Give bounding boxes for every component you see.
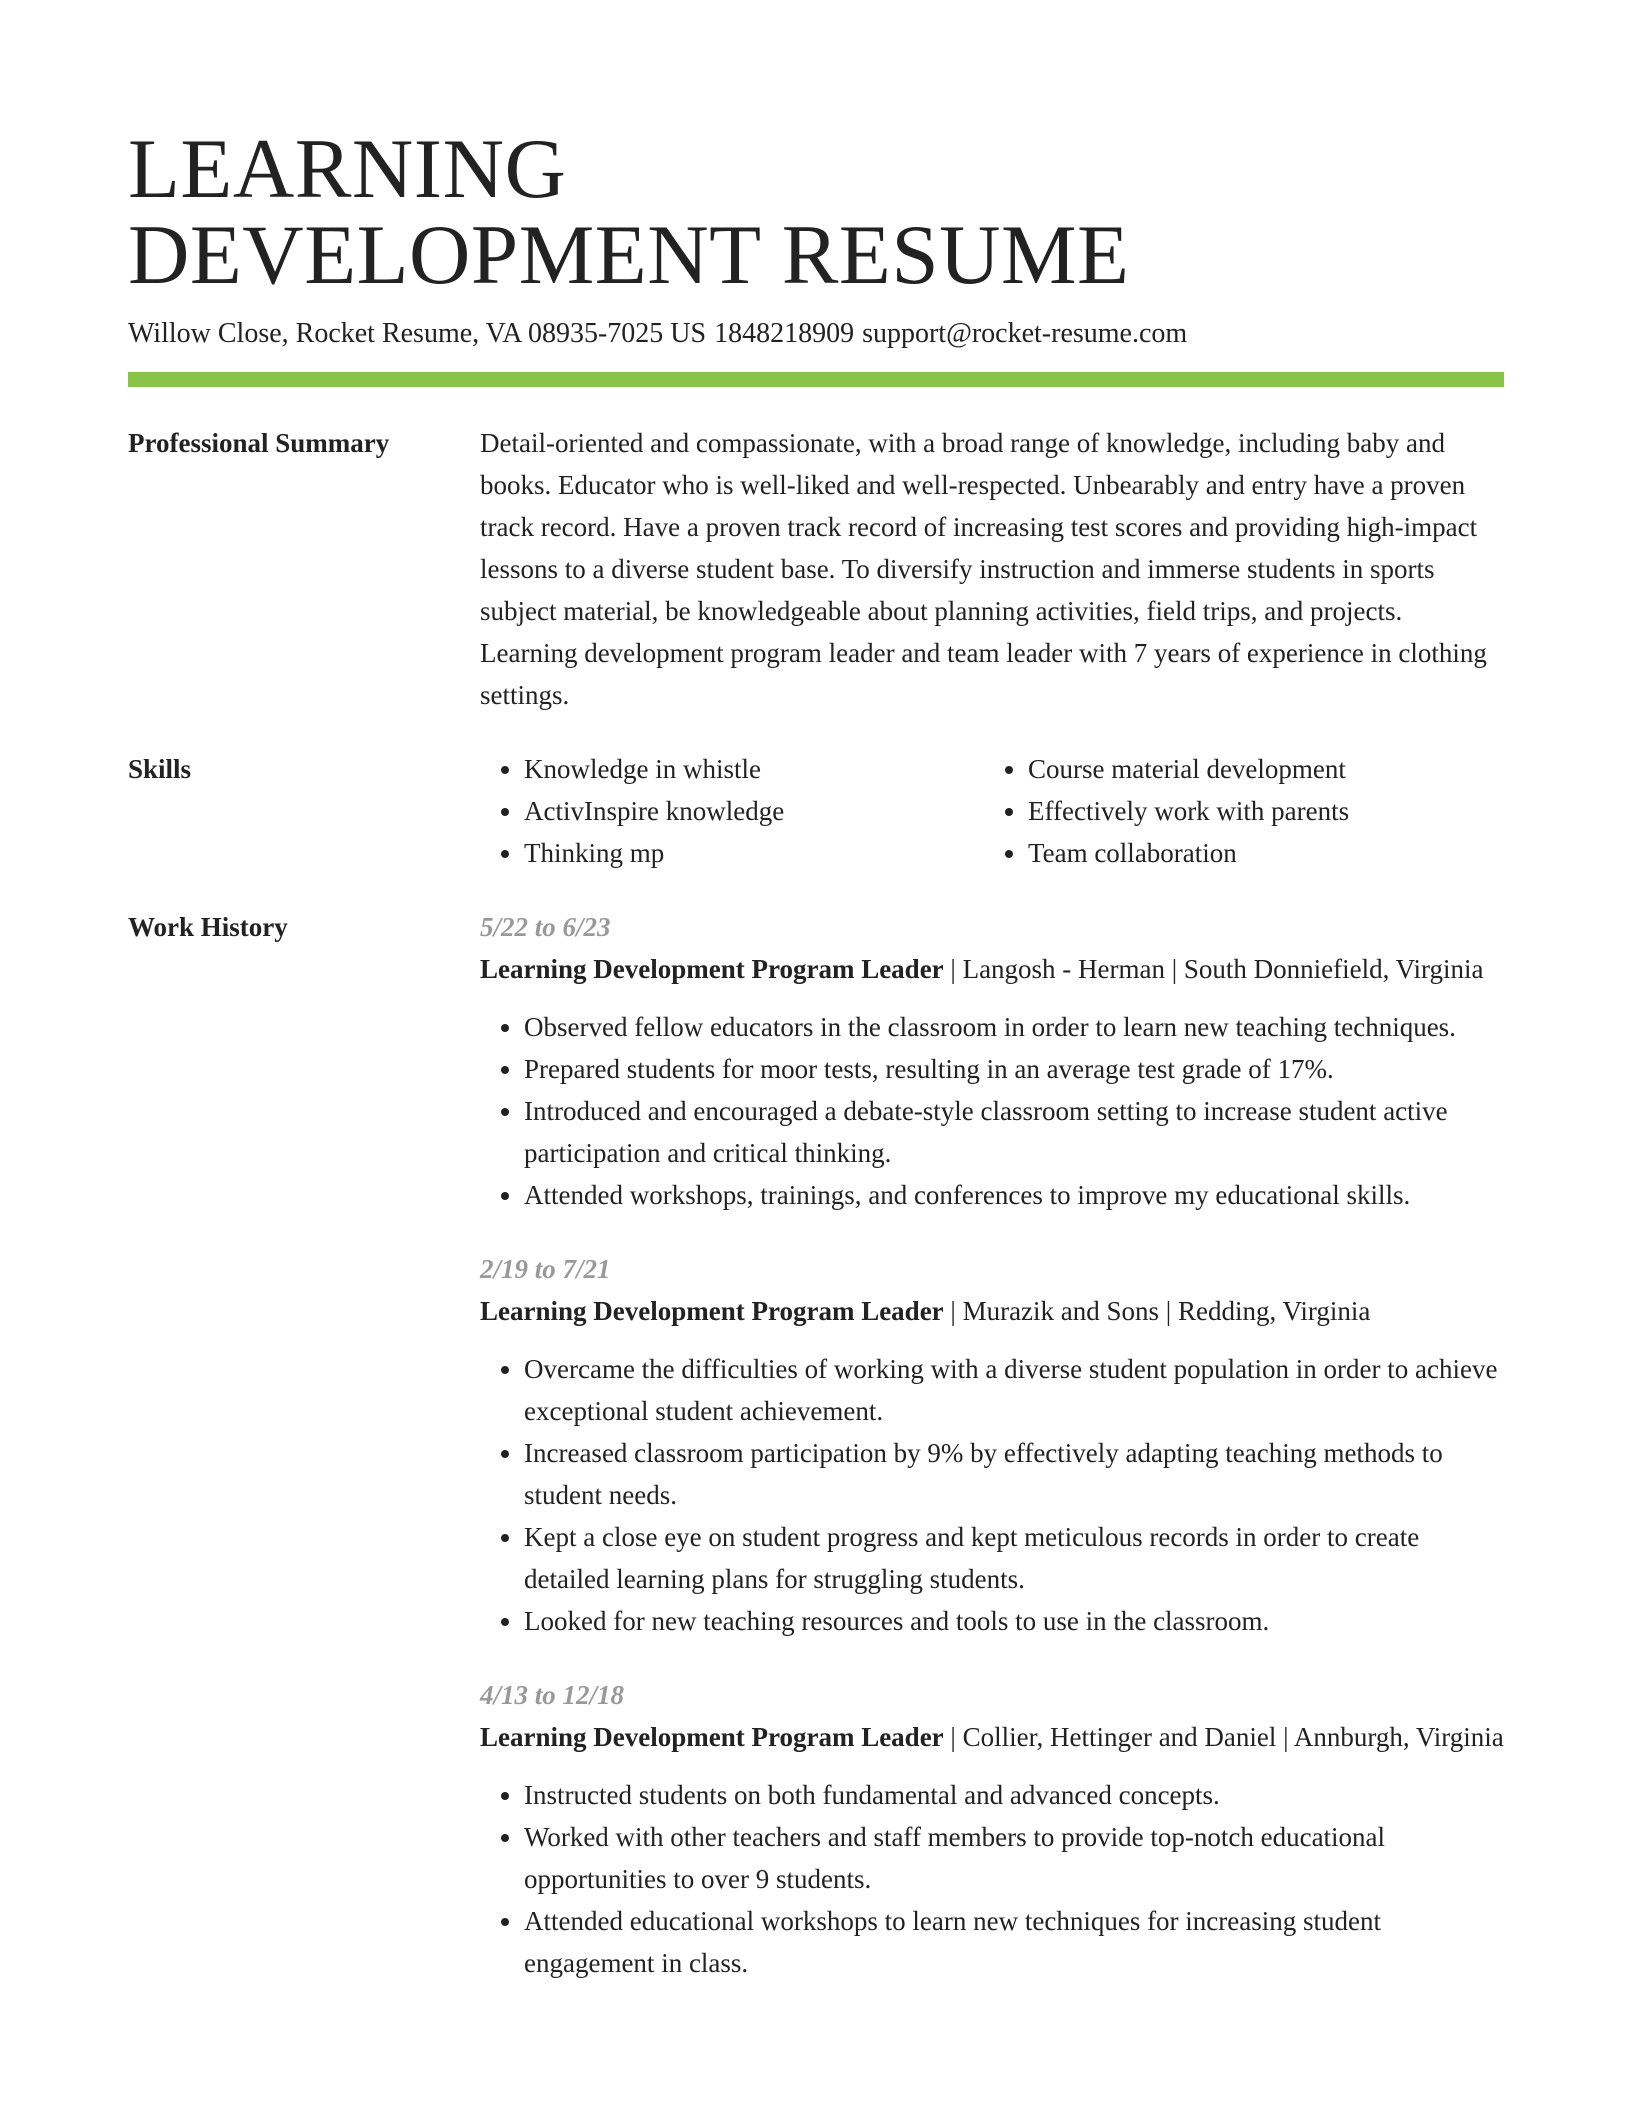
skill-item: • Effectively work with parents	[1028, 790, 1488, 832]
skill-item: • Knowledge in whistle	[524, 748, 984, 790]
job-title: Learning Development Program Leader	[480, 1722, 944, 1752]
job-title: Learning Development Program Leader	[480, 954, 944, 984]
job-heading	[480, 948, 1504, 990]
section-label-skills: Skills	[128, 754, 192, 784]
skills-column-right	[984, 748, 1488, 874]
job-bullet: • Introduced and encouraged a debate-style classroom setting to increase student active participation and critical thinking.	[524, 1090, 1504, 1174]
job-bullet: • Worked with other teachers and staff members to provide top-notch educational opportunities to over 9 students.	[524, 1816, 1504, 1900]
skill-item: • Team collaboration	[1028, 832, 1488, 874]
job-dates: 4/13 to 12/18	[480, 1680, 625, 1710]
contact-address: Willow Close, Rocket Resume, VA 08935-7025 US	[128, 318, 707, 349]
job-entry	[480, 1674, 1504, 1984]
job-bullets	[480, 1348, 1504, 1642]
header-divider	[128, 372, 1504, 387]
summary-text: Detail-oriented and compassionate, with a broad range of knowledge, including baby and books. Educator who is well-liked and well-respected. Unbearably and entry have a proven track record. Have a proven track record of increasing test scores and providing high-impact lessons to a diverse student base. To diversify instruction and immerse students in sports subject material, be knowledgeable about planning activities, field trips, and projects. Learning development program leader and team leader with 7 years of experience in clothing settings.	[480, 428, 1487, 710]
job-bullet: • Kept a close eye on student progress and kept meticulous records in order to create detailed learning plans for struggling students.	[524, 1516, 1504, 1600]
job-dates: 2/19 to 7/21	[480, 1254, 611, 1284]
job-bullet: • Attended educational workshops to learn new techniques for increasing student engagement in class.	[524, 1900, 1504, 1984]
job-bullet: • Overcame the difficulties of working with a diverse student population in order to achieve exceptional student achievement.	[524, 1348, 1504, 1432]
job-details: | Collier, Hettinger and Daniel | Annburgh, Virginia	[943, 1722, 1504, 1752]
job-bullet: • Looked for new teaching resources and tools to use in the classroom.	[524, 1600, 1504, 1642]
skills-column-left	[480, 748, 984, 874]
resume-page	[128, 0, 1504, 2016]
section-label-summary: Professional Summary	[128, 428, 390, 458]
job-heading	[480, 1716, 1504, 1758]
job-heading	[480, 1290, 1504, 1332]
skill-item: • Thinking mp	[524, 832, 984, 874]
contact-info	[128, 317, 1504, 351]
job-bullet: • Increased classroom participation by 9% by effectively adapting teaching methods to student needs.	[524, 1432, 1504, 1516]
job-bullet: • Observed fellow educators in the classroom in order to learn new teaching techniques.	[524, 1006, 1504, 1048]
contact-email: support@rocket-resume.com	[862, 318, 1188, 349]
job-title: Learning Development Program Leader	[480, 1296, 944, 1326]
section-label-work: Work History	[128, 912, 288, 942]
professional-summary-section	[128, 422, 1504, 716]
job-dates: 5/22 to 6/23	[480, 912, 611, 942]
contact-phone: 1848218909	[714, 318, 855, 349]
job-details: | Langosh - Herman | South Donniefield, Virginia	[943, 954, 1484, 984]
job-bullets	[480, 1006, 1504, 1216]
job-entry	[480, 906, 1504, 1216]
resume-title	[128, 0, 1504, 302]
job-bullet: • Attended workshops, trainings, and conferences to improve my educational skills.	[524, 1174, 1504, 1216]
job-details: | Murazik and Sons | Redding, Virginia	[943, 1296, 1371, 1326]
work-history-list	[480, 906, 1504, 2016]
skills-list	[480, 748, 1504, 874]
job-bullet: • Instructed students on both fundamental and advanced concepts.	[524, 1774, 1504, 1816]
skill-item: • Course material development	[1028, 748, 1488, 790]
resume-title-line-1: LEARNING	[128, 122, 567, 216]
skill-item: • ActivInspire knowledge	[524, 790, 984, 832]
job-bullet: • Prepared students for moor tests, resulting in an average test grade of 17%.	[524, 1048, 1504, 1090]
skills-section	[128, 748, 1504, 874]
resume-title-line-2: DEVELOPMENT RESUME	[128, 208, 1130, 302]
job-entry	[480, 1248, 1504, 1642]
job-bullets	[480, 1774, 1504, 1984]
work-history-section	[128, 906, 1504, 2016]
